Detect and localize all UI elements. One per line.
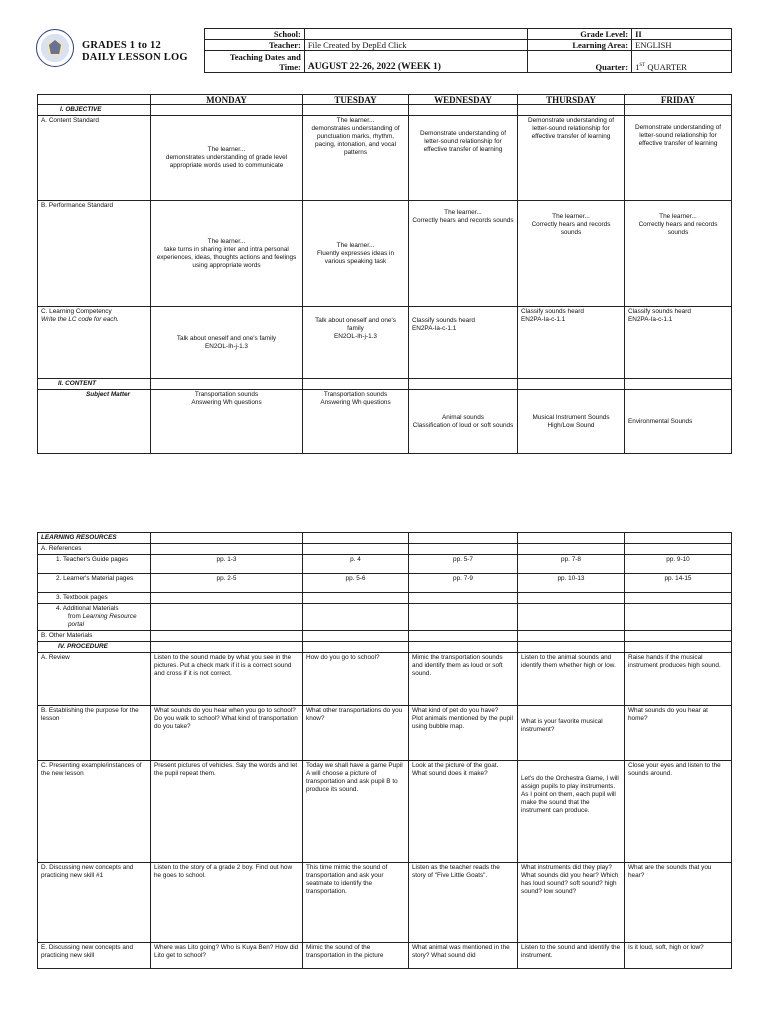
additional-materials-label (38, 604, 151, 631)
tg-pages-cell: p. 4 (303, 555, 409, 574)
additional-materials-line-2: from (68, 613, 83, 620)
subject-matter-cell: Transportation sounds Answering Wh questions (151, 390, 303, 454)
day-tuesday: TUESDAY (303, 95, 409, 105)
lm-pages-cell: pp. 7-9 (409, 574, 518, 593)
performance-standard-cell: The learner... Correctly hears and records sounds (518, 201, 625, 307)
learning-competency-title: C. Learning Competency (41, 308, 112, 315)
learning-competency-label (38, 307, 151, 379)
performance-standard-cell: The learner... Fluently expresses ideas in various speaking task (303, 201, 409, 307)
teacher-label: Teacher: (205, 40, 305, 51)
subject-matter-cell: Environmental Sounds (625, 390, 732, 454)
discussing-2-cell: Is it loud, soft, high or low? (625, 943, 732, 969)
document-title (82, 40, 188, 64)
review-label: A. Review (38, 653, 151, 706)
textbook-label: 3. Textbook pages (38, 593, 151, 604)
discussing-2-label: E. Discussing new concepts and practicing new skill (38, 943, 151, 969)
dates-label (205, 51, 305, 73)
tg-pages-cell: pp. 5-7 (409, 555, 518, 574)
quarter-text: QUARTER (645, 62, 687, 72)
deped-seal-icon (36, 29, 74, 67)
day-monday: MONDAY (151, 95, 303, 105)
quarter-label: Quarter: (528, 51, 632, 73)
performance-standard-cell: The learner... Correctly hears and records sounds (625, 201, 732, 307)
purpose-cell: What sounds do you hear when you go to school? Do you walk to school? What kind of transportation do you take? (151, 706, 303, 761)
purpose-cell: What kind of pet do you have? Plot animals mentioned by the pupil using bubble map. (409, 706, 518, 761)
tg-pages-cell: pp. 1-3 (151, 555, 303, 574)
dates-value: AUGUST 22-26, 2022 (WEEK 1) (304, 51, 527, 73)
content-standard-cell: The learner... demonstrates understanding of grade level appropriate words used to communicate (151, 116, 303, 201)
presenting-label: C. Presenting example/instances of the new lesson (38, 761, 151, 863)
objective-section: I. OBJECTIVE (38, 105, 151, 116)
discussing-1-cell: Listen as the teacher reads the story of "Five Little Goats". (409, 863, 518, 943)
subject-matter-cell: Musical Instrument Sounds High/Low Sound (518, 390, 625, 454)
content-standard-cell: The learner... demonstrates understanding of punctuation marks, rhythm, pacing, intonation, and vocal patterns (303, 116, 409, 201)
content-section: II. CONTENT (38, 379, 151, 390)
dates-label-line-1: Teaching Dates and (229, 51, 301, 62)
content-standard-cell: Demonstrate understanding of letter-sound relationship for effective transfer of learning (518, 116, 625, 201)
review-cell: How do you go to school? (303, 653, 409, 706)
presenting-cell: Today we shall have a game Pupil A will choose a picture of transportation and ask pupil B to produce its sound. (303, 761, 409, 863)
subject-matter-label: Subject Matter (38, 390, 151, 454)
learning-competency-note: Write the LC code for each. (41, 316, 119, 323)
purpose-cell: What other transportations do you know? (303, 706, 409, 761)
content-standard-cell: Demonstrate understanding of letter-sound relationship for effective transfer of learning (625, 116, 732, 201)
learners-material-label: 2. Learner's Material pages (38, 574, 151, 593)
competency-cell: Talk about oneself and one's family EN2OL-Ih-j-1.3 (151, 307, 303, 379)
discussing-1-cell: What instruments did they play? What sounds did you hear? Which has loud sound? soft sound? high sound? low sound? (518, 863, 625, 943)
references-label: A. References (38, 544, 151, 555)
tg-pages-cell: pp. 7-8 (518, 555, 625, 574)
school-value (304, 29, 527, 40)
review-cell: Mimic the transportation sounds and identify them as loud or soft sound. (409, 653, 518, 706)
corner-cell (38, 95, 151, 105)
quarter-value (632, 51, 732, 73)
procedure-table (37, 532, 732, 969)
learning-resources-section: LEARNING RESOURCES (38, 533, 151, 544)
school-label: School: (205, 29, 305, 40)
performance-standard-label: B. Performance Standard (38, 201, 151, 307)
presenting-cell: Close your eyes and listen to the sounds around. (625, 761, 732, 863)
grade-level-value: II (632, 29, 732, 40)
presenting-cell: Look at the picture of the goat. What sound does it make? (409, 761, 518, 863)
other-materials-label: B. Other Materials (38, 631, 151, 642)
review-cell: Listen to the animal sounds and identify them whether high or low. (518, 653, 625, 706)
day-wednesday: WEDNESDAY (409, 95, 518, 105)
performance-standard-cell: The learner... take turns in sharing inter and intra personal experiences, ideas, thoughts actions and feelings using appropriate words (151, 201, 303, 307)
competency-cell: Classify sounds heard EN2PA-Ia-c-1.1 (625, 307, 732, 379)
objectives-table (37, 94, 732, 454)
day-friday: FRIDAY (625, 95, 732, 105)
lm-pages-cell: pp. 10-13 (518, 574, 625, 593)
discussing-1-cell: This time mimic the sound of transportation and ask your seatmate to identify the transportation. (303, 863, 409, 943)
grade-level-label: Grade Level: (528, 29, 632, 40)
tg-pages-cell: pp. 9-10 (625, 555, 732, 574)
title-line-1: GRADES 1 to 12 (82, 40, 161, 51)
content-standard-cell: Demonstrate understanding of letter-sound relationship for effective transfer of learning (409, 116, 518, 201)
competency-cell: Classify sounds heard EN2PA-Ia-c-1.1 (409, 307, 518, 379)
discussing-2-cell: Mimic the sound of the transportation in the picture (303, 943, 409, 969)
subject-matter-cell: Animal sounds Classification of loud or soft sounds (409, 390, 518, 454)
learning-area-value: ENGLISH (632, 40, 732, 51)
review-cell: Listen to the sound made by what you see in the pictures. Put a check mark if it is a correct sound and cross if it is not correct. (151, 653, 303, 706)
subject-matter-cell: Transportation sounds Answering Wh questions (303, 390, 409, 454)
presenting-cell: Let's do the Orchestra Game, I will assign pupils to play instruments. As I point on them, each pupil will make the sound that the instrument can produce. (518, 761, 625, 863)
presenting-cell: Present pictures of vehicles. Say the words and let the pupil repeat them. (151, 761, 303, 863)
additional-materials-line-1: 4. Additional Materials (56, 605, 119, 612)
dates-label-line-2: Time: (279, 61, 301, 72)
title-line-2: DAILY LESSON LOG (82, 52, 188, 63)
purpose-cell: What sounds do you hear at home? (625, 706, 732, 761)
lm-pages-cell: pp. 2-5 (151, 574, 303, 593)
teachers-guide-label: 1. Teacher's Guide pages (38, 555, 151, 574)
teacher-value: File Created by DepEd Click (304, 40, 527, 51)
discussing-2-cell: What animal was mentioned in the story? What sound did (409, 943, 518, 969)
discussing-2-cell: Listen to the sound and identify the instrument. (518, 943, 625, 969)
review-cell: Raise hands if the musical instrument produces high sound. (625, 653, 732, 706)
content-standard-label: A. Content Standard (38, 116, 151, 201)
learning-resource-portal: Learning Resource portal (68, 613, 137, 628)
learning-area-label: Learning Area: (528, 40, 632, 51)
discussing-2-cell: Where was Lito going? Who is Kuya Ben? How did Lito get to school? (151, 943, 303, 969)
performance-standard-cell: The learner... Correctly hears and records sounds (409, 201, 518, 307)
quarter-suffix: ST (639, 63, 646, 69)
discussing-1-cell: What are the sounds that you hear? (625, 863, 732, 943)
purpose-cell: What is your favorite musical instrument? (518, 706, 625, 761)
discussing-1-label: D. Discussing new concepts and practicing new skill #1 (38, 863, 151, 943)
discussing-1-cell: Listen to the story of a grade 2 boy. Find out how he goes to school. (151, 863, 303, 943)
day-thursday: THURSDAY (518, 95, 625, 105)
procedure-section: IV. PROCEDURE (38, 642, 151, 653)
quarter-number: 1 (635, 62, 640, 72)
info-table (204, 28, 732, 73)
lm-pages-cell: pp. 14-15 (625, 574, 732, 593)
lesson-log-header (36, 28, 732, 74)
lm-pages-cell: pp. 5-6 (303, 574, 409, 593)
competency-cell: Talk about oneself and one's family EN2OL-Ih-j-1.3 (303, 307, 409, 379)
purpose-label: B. Establishing the purpose for the lesson (38, 706, 151, 761)
competency-cell: Classify sounds heard EN2PA-Ia-c-1.1 (518, 307, 625, 379)
